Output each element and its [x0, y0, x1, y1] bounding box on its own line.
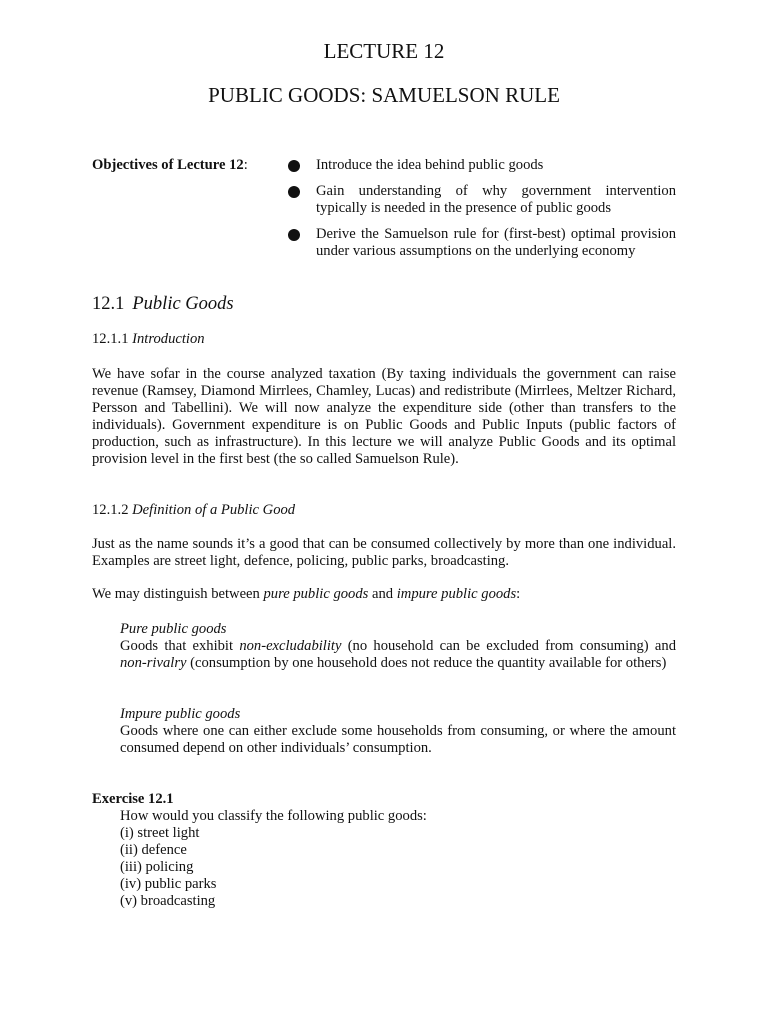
list-item: (iv) public parks [120, 876, 217, 892]
objective-item: Gain understanding of why government intervention typically is needed in the presence of public goods [288, 183, 676, 217]
pure-public-goods-text: Goods that exhibit non-excludability (no household can be excluded from consuming) and non-rivalry (consumption by one household does not reduce the quantity available for others) [120, 638, 676, 671]
pure-public-goods-title: Pure public goods [120, 621, 227, 637]
objectives-label: Objectives of Lecture 12: [92, 157, 248, 173]
subsection-heading-definition: 12.1.2 Definition of a Public Good [92, 502, 296, 518]
objectives-list [288, 157, 676, 269]
objective-item: Derive the Samuelson rule for (first-best) optimal provision under various assumptions on the underlying economy [288, 226, 676, 260]
definition-paragraph: Just as the name sounds it’s a good that can be consumed collectively by more than one individual. Examples are street light, defence, policing, public parks, broadcasting. [92, 536, 676, 569]
bullet-icon [288, 160, 300, 172]
distinguish-paragraph: We may distinguish between pure public goods and impure public goods: [92, 586, 521, 602]
lecture-subtitle: PUBLIC GOODS: SAMUELSON RULE [208, 83, 560, 107]
impure-public-goods-block [120, 706, 676, 757]
list-item: (v) broadcasting [120, 893, 216, 909]
list-item: (ii) defence [120, 842, 187, 858]
bullet-icon [288, 229, 300, 241]
subsection-heading-introduction: 12.1.1 Introduction [92, 331, 205, 347]
intro-paragraph: We have sofar in the course analyzed taxation (By taxing individuals the government can raise revenue (Ramsey, Diamond Mirrlees, Chamley, Lucas) and redistribute (Mirrlees, Meltzer Richard, Persson and Tabellini). We will now analyze the expenditure side (other than transfers to the individuals). Government expenditure is on Public Goods and Public Inputs (public factors of production, such as infrastructure). In this lecture we will analyze Public Goods and its optimal provision level in the first best (the so called Samuelson Rule). [92, 366, 676, 467]
bullet-icon [288, 186, 300, 198]
section-heading: 12.1 Public Goods [92, 294, 234, 314]
list-item: (iii) policing [120, 859, 194, 875]
objective-item: Introduce the idea behind public goods [288, 157, 676, 174]
exercise-question: How would you classify the following public goods: [120, 808, 427, 824]
exercise-list [120, 825, 216, 910]
pure-public-goods-block [120, 621, 676, 672]
list-item: (i) street light [120, 825, 200, 841]
exercise-title: Exercise 12.1 [92, 791, 174, 807]
lecture-title: LECTURE 12 [323, 39, 445, 63]
impure-public-goods-text: Goods where one can either exclude some households from consuming, or where the amount consumed depend on other individuals’ consumption. [120, 723, 676, 756]
impure-public-goods-title: Impure public goods [120, 706, 241, 722]
